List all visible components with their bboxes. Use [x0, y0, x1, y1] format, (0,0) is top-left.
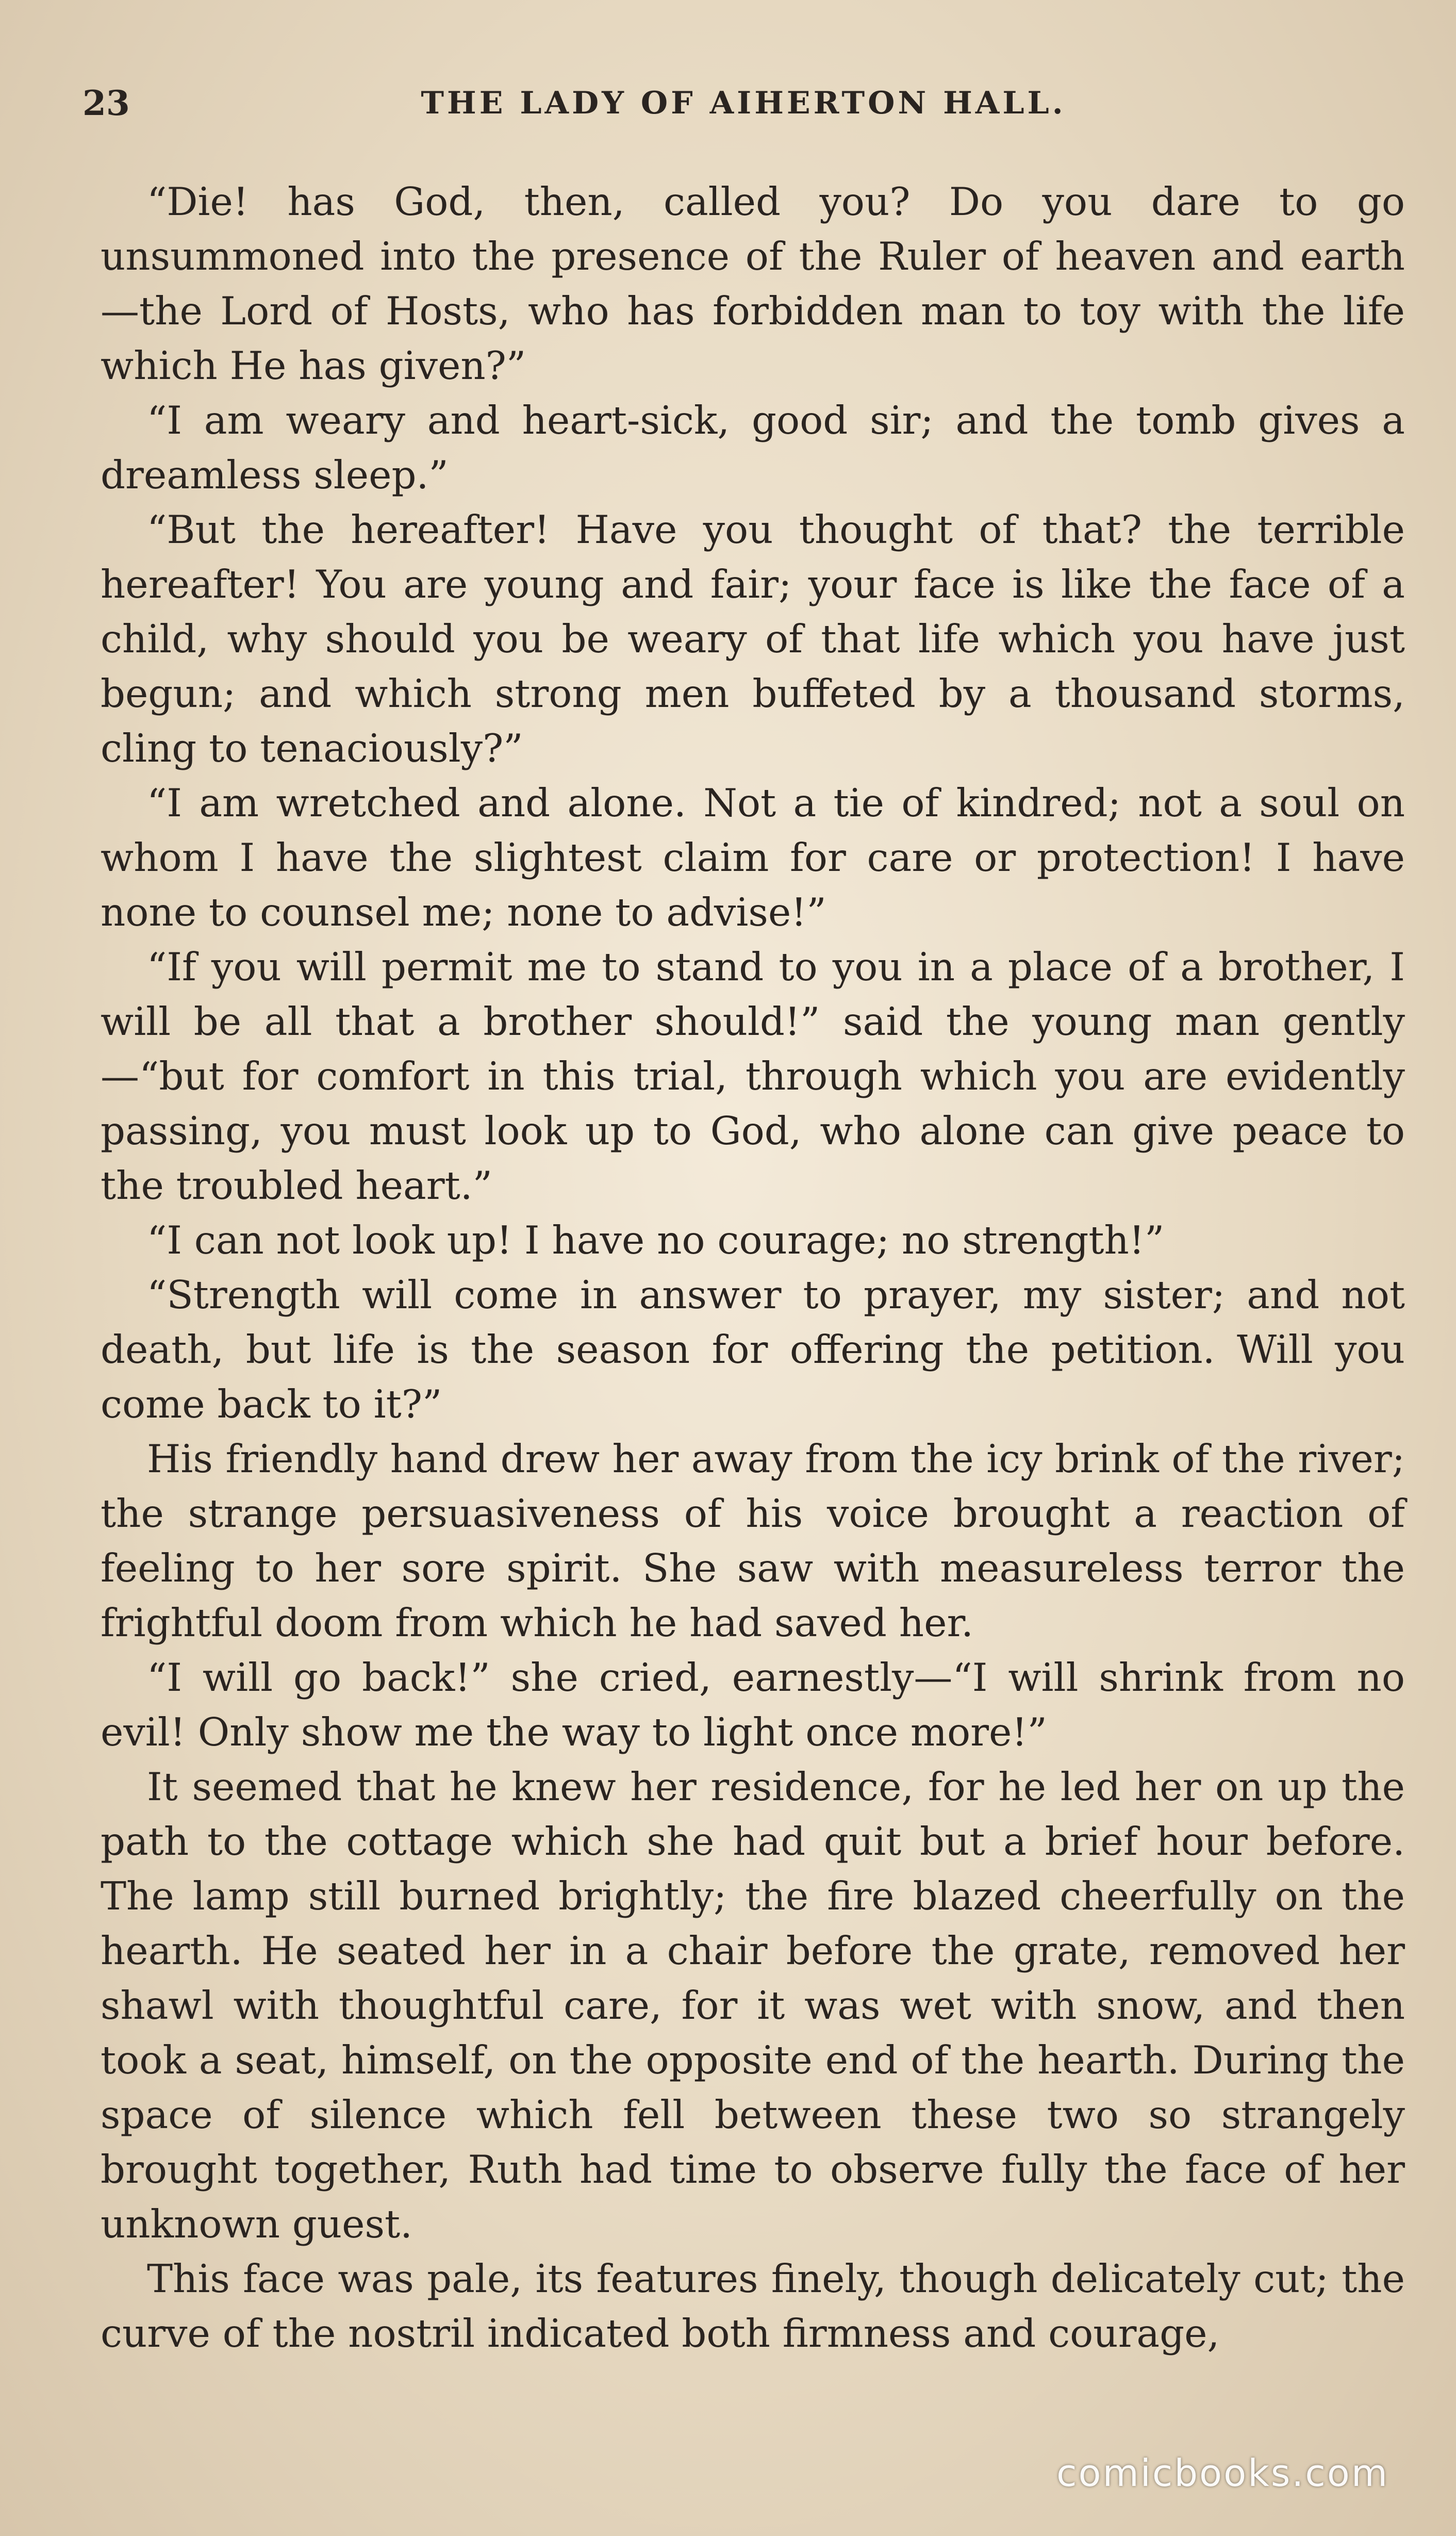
- page-header: [82, 77, 1374, 129]
- paragraph: “If you will permit me to stand to you in a place of a brother, I will be all that a brother should!” said the young man gently—“but for comfort in this trial, through which you are evidently passing, you must look up to God, who alone can give peace to the troubled heart.”: [101, 944, 1405, 1208]
- paragraph: “I can not look up! I have no courage; no strength!”: [147, 1217, 1165, 1263]
- paragraph: This face was pale, its features finely, though delicately cut; the curve of the nostril indicated both firmness and courage,: [101, 2256, 1405, 2356]
- paragraph: “Die! has God, then, called you? Do you dare to go unsummoned into the presence of the Ruler of heaven and earth—the Lord of Hosts, who has forbidden man to toy with the life which He has given?”: [101, 179, 1405, 388]
- paragraph: “I am wretched and alone. Not a tie of kindred; not a soul on whom I have the slightest claim for care or protection! I have none to counsel me; none to advise!”: [101, 780, 1405, 935]
- paragraph: It seemed that he knew her residence, for he led her on up the path to the cottage which she had quit but a brief hour before. The lamp still burned brightly; the fire blazed cheerfully on the hearth. He seated her in a chair before the grate, removed her shawl with thoughtful care, for it was wet with snow, and then took a seat, himself, on the opposite end of the hearth. During the space of silence which fell between these two so strangely brought together, Ruth had time to observe fully the face of her unknown guest.: [101, 1764, 1405, 2247]
- running-head: THE LADY OF AIHERTON HALL.: [421, 85, 1066, 121]
- watermark: comicbooks.com: [1056, 2451, 1389, 2495]
- paragraph: “Strength will come in answer to prayer, my sister; and not death, but life is the season for offering the petition. Will you come back to it?”: [101, 1272, 1405, 1427]
- body-text: [101, 174, 1405, 2361]
- page-number: 23: [82, 83, 130, 123]
- paragraph: His friendly hand drew her away from the icy brink of the river; the strange persuasiveness of his voice brought a reaction of feeling to her sore spirit. She saw with measureless terror the frightful doom from which he had saved her.: [101, 1436, 1405, 1645]
- paragraph: “I am weary and heart-sick, good sir; and the tomb gives a dreamless sleep.”: [101, 398, 1405, 498]
- paragraph: “But the hereafter! Have you thought of that? the terrible hereafter! You are young and fair; your face is like the face of a child, why should you be weary of that life which you have just begun; and which strong men buffeted by a thousand storms, cling to tenaciously?”: [101, 507, 1405, 771]
- paragraph: “I will go back!” she cried, earnestly—“I will shrink from no evil! Only show me the way to light once more!”: [101, 1655, 1405, 1755]
